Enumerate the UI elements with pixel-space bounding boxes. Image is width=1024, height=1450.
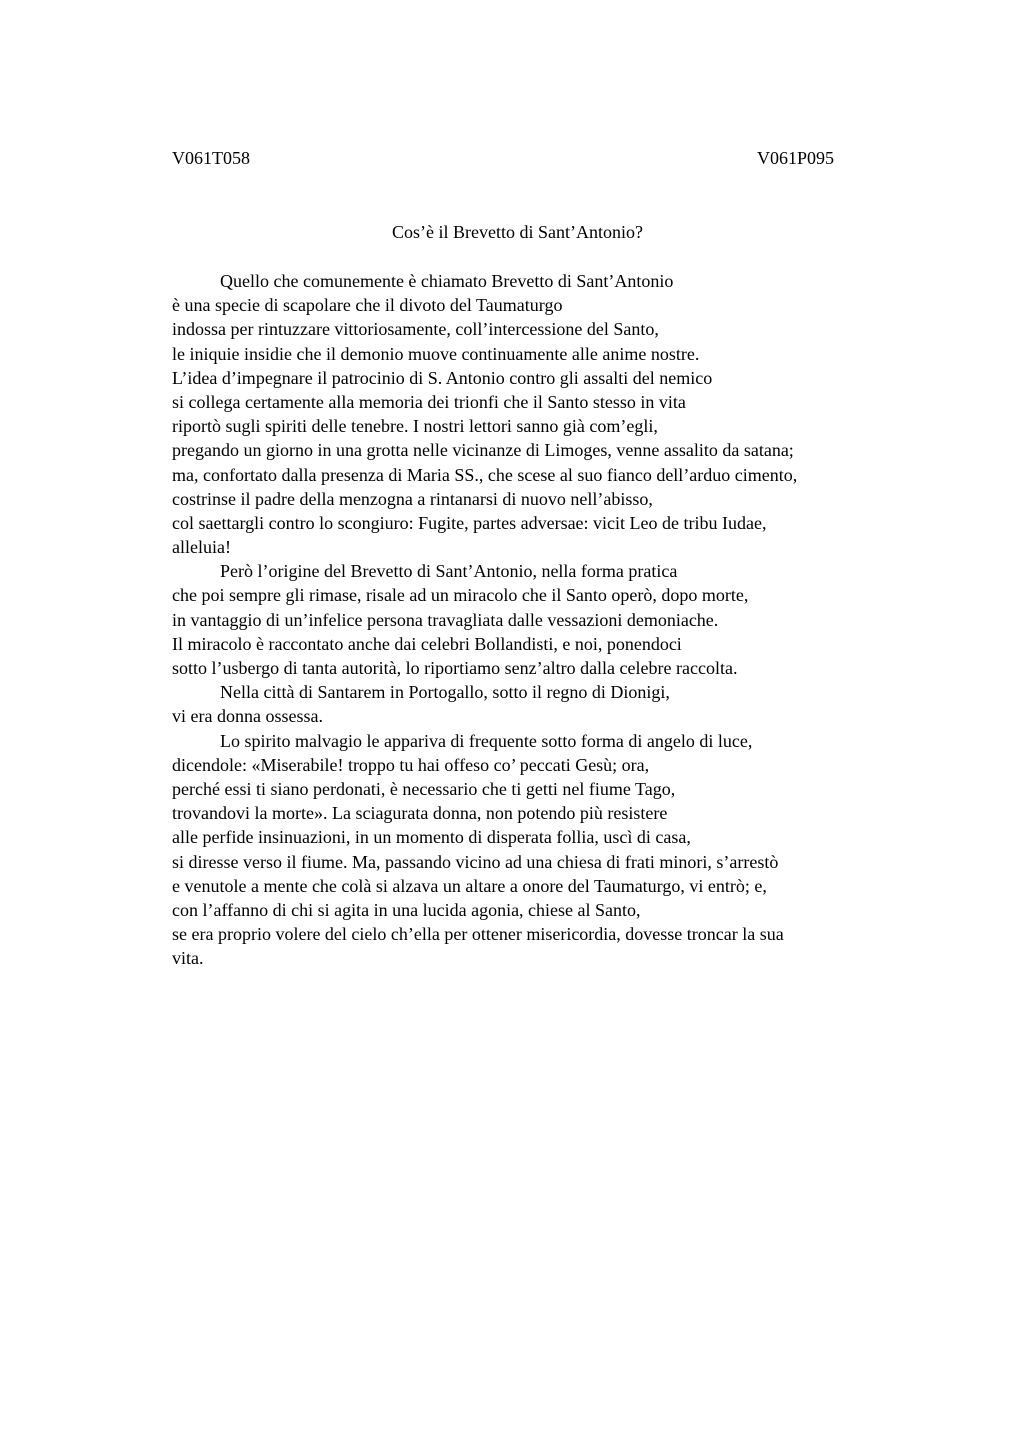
text-line: è una specie di scapolare che il divoto del Taumaturgo — [172, 295, 563, 316]
text-line: col saettargli contro lo scongiuro: Fugite, partes adversae: vicit Leo de tribu Iudae, — [172, 512, 767, 533]
text-line: costrinse il padre della menzogna a rintanarsi di nuovo nell’abisso, — [172, 488, 653, 509]
text-line: Però l’origine del Brevetto di Sant’Antonio, nella forma pratica — [220, 561, 678, 582]
text-line: trovandovi la morte». La sciagurata donna, non potendo più resistere — [172, 803, 668, 824]
text-line: ma, confortato dalla presenza di Maria SS., che scese al suo fianco dell’arduo cimento, — [172, 464, 798, 485]
text-line: indossa per rintuzzare vittoriosamente, coll’intercessione del Santo, — [172, 319, 659, 340]
text-line: che poi sempre gli rimase, risale ad un miracolo che il Santo operò, dopo morte, — [172, 585, 749, 606]
header-right-code: V061P095 — [757, 148, 835, 168]
text-line: vita. — [172, 948, 204, 969]
body-text — [172, 269, 912, 970]
text-line: Quello che comunemente è chiamato Brevetto di Sant’Antonio — [220, 271, 674, 291]
text-line: L’idea d’impegnare il patrocinio di S. Antonio contro gli assalti del nemico — [172, 367, 713, 388]
text-line: si diresse verso il fiume. Ma, passando vicino ad una chiesa di frati minori, s’arrestò — [172, 851, 779, 872]
text-line: Il miracolo è raccontato anche dai celebri Bollandisti, e noi, ponendoci — [172, 633, 682, 654]
text-line: alleluia! — [172, 537, 231, 558]
text-line: vi era donna ossessa. — [172, 706, 323, 727]
text-line: in vantaggio di un’infelice persona travagliata dalle vessazioni demoniache. — [172, 609, 719, 630]
header-left-code: V061T058 — [172, 148, 250, 168]
text-line: Lo spirito malvagio le appariva di frequente sotto forma di angelo di luce, — [220, 730, 753, 751]
text-line: perché essi ti siano perdonati, è necessario che ti getti nel fiume Tago, — [172, 778, 676, 799]
text-line: pregando un giorno in una grotta nelle vicinanze di Limoges, venne assalito da satana; — [172, 440, 794, 461]
text-line: alle perfide insinuazioni, in un momento di disperata follia, uscì di casa, — [172, 827, 691, 848]
text-line: le iniquie insidie che il demonio muove continuamente alle anime nostre. — [172, 343, 700, 364]
text-line: si collega certamente alla memoria dei trionfi che il Santo stesso in vita — [172, 391, 686, 412]
text-line: e venutole a mente che colà si alzava un altare a onore del Taumaturgo, vi entrò; e, — [172, 875, 767, 896]
text-line: con l’affanno di chi si agita in una lucida agonia, chiese al Santo, — [172, 899, 641, 920]
text-line: sotto l’usbergo di tanta autorità, lo riportiamo senz’altro dalla celebre raccolta. — [172, 658, 738, 678]
text-line: dicendole: «Miserabile! troppo tu hai offeso co’ peccati Gesù; ora, — [172, 754, 650, 775]
text-line: Nella città di Santarem in Portogallo, sotto il regno di Dionigi, — [220, 682, 670, 703]
text-line: se era proprio volere del cielo ch’ella per ottener misericordia, dovesse troncar la sua — [172, 924, 784, 945]
page-title: Cos’è il Brevetto di Sant’Antonio? — [392, 222, 643, 242]
text-line: riportò sugli spiriti delle tenebre. I nostri lettori sanno già com’egli, — [172, 416, 658, 437]
